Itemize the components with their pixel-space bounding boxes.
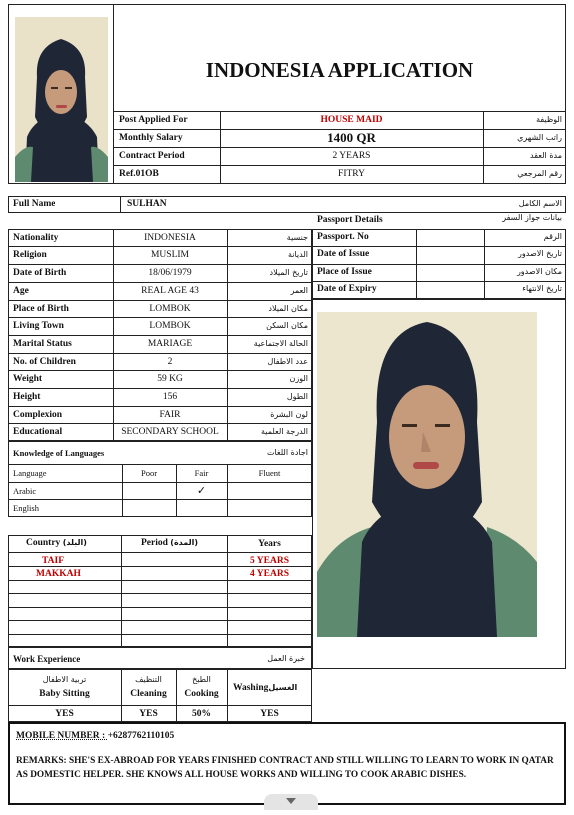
living-town-value: LOMBOK — [149, 321, 191, 331]
nationality-label: Nationality — [13, 233, 59, 243]
date-of-birth-value: 18/06/1979 — [148, 268, 192, 278]
nationality-value: INDONESIA — [144, 233, 196, 243]
date-of-issue-ar: تاريخ الاصدور — [518, 249, 562, 258]
complexion-label: Complexion — [13, 410, 63, 420]
religion-label: Religion — [13, 250, 47, 260]
religion-value: MUSLIM — [150, 250, 189, 260]
chevron-down-icon — [264, 794, 318, 810]
date-of-issue-label: Date of Issue — [317, 249, 370, 259]
skill-value-washing: YES — [260, 709, 279, 719]
educational-value: SECONDARY SCHOOL — [121, 427, 219, 437]
exp-country-1: TAIF — [42, 556, 64, 566]
lang-english: English — [13, 503, 39, 513]
no-of-children-value: 2 — [167, 357, 173, 367]
complexion-ar: لون البشرة — [270, 410, 308, 419]
applicant-photo-small — [15, 17, 108, 182]
height-label: Height — [13, 392, 41, 402]
place-of-birth-value: LOMBOK — [149, 304, 191, 314]
no-of-children-label: No. of Children — [13, 357, 76, 367]
passport-title: Passport Details — [317, 215, 383, 225]
age-value: REAL AGE 43 — [141, 286, 199, 296]
passport-title-ar: بيانات جواز السفر — [502, 213, 562, 222]
place-of-birth-label: Place of Birth — [13, 304, 69, 314]
work-experience-ar: خبرة العمل — [267, 654, 305, 663]
languages-title-ar: اجادة اللغات — [266, 448, 308, 457]
lang-header-language: Language — [13, 468, 47, 478]
work-experience-label: Work Experience — [13, 654, 81, 664]
educational-ar: الدرجة العلمية — [261, 427, 308, 436]
marital-status-value: MARIAGE — [147, 339, 193, 349]
skill-ar-cleaning: التنظيف — [135, 675, 162, 684]
post-applied-value: HOUSE MAID — [320, 115, 383, 125]
skill-value-cooking: 50% — [192, 709, 211, 719]
check-icon: ✓ — [196, 484, 207, 497]
passport-no-label: Passport. No — [317, 232, 369, 242]
ref-label: Ref.01OB — [119, 169, 159, 179]
date-of-birth-label: Date of Birth — [13, 268, 67, 278]
date-of-birth-ar: تاريخ الميلاد — [269, 268, 308, 277]
date-of-expiry-ar: تاريخ الانتهاء — [522, 284, 562, 293]
skill-cooking: Cooking — [184, 689, 219, 699]
skill-ar-babysitting: تربية الاطفال — [42, 675, 87, 684]
full-name-value: SULHAN — [127, 199, 167, 209]
mobile-number-label: MOBILE NUMBER : — [16, 731, 108, 741]
height-value: 156 — [162, 392, 178, 402]
exp-header-period: Period (المدة) — [141, 538, 199, 548]
weight-label: Weight — [13, 374, 43, 384]
exp-years-2: 4 YEARS — [250, 569, 289, 579]
place-of-issue-label: Place of Issue — [317, 267, 372, 277]
monthly-salary-value: 1400 QR — [327, 130, 376, 145]
exp-header-country: Country (البلد) — [26, 538, 87, 548]
height-ar: الطول — [286, 392, 308, 401]
lang-header-fluent: Fluent — [258, 468, 281, 478]
religion-ar: الديانة — [287, 250, 308, 259]
age-ar: العمر — [290, 286, 308, 295]
date-of-expiry-label: Date of Expiry — [317, 284, 377, 294]
post-applied-label: Post Applied For — [119, 115, 188, 125]
mobile-number — [16, 731, 174, 741]
exp-country-2: MAKKAH — [36, 569, 81, 579]
scroll-down-button[interactable] — [264, 794, 318, 810]
ref-value: FITRY — [338, 169, 365, 179]
skill-value-babysitting: YES — [55, 709, 74, 719]
ref-ar: رقم المرجعي — [517, 169, 562, 178]
weight-ar: الوزن — [289, 374, 308, 383]
place-of-issue-ar: مكان الاصدور — [516, 267, 562, 276]
skill-babysitting: Baby Sitting — [39, 689, 90, 699]
skill-value-cleaning: YES — [139, 709, 158, 719]
living-town-ar: مكان السكن — [266, 321, 308, 330]
age-label: Age — [13, 286, 29, 296]
skill-washing: Washingالغسيل — [233, 683, 298, 693]
full-name-label: Full Name — [13, 199, 56, 209]
monthly-salary-ar: راتب الشهري — [517, 133, 562, 142]
lang-arabic: Arabic — [13, 486, 37, 496]
educational-label: Educational — [13, 427, 63, 437]
exp-header-years: Years — [258, 539, 281, 549]
remarks-text: REMARKS: SHE'S EX-ABROAD FOR YEARS FINISHED CONTRACT AND STILL WILLING TO LEARN TO WORK IN QATAR AS DOMESTIC HELPER. SHE KNOWS ALL HOUSE WORKS AND WILLING TO COOK ARABIC DISHES. — [16, 756, 554, 780]
weight-value: 59 KG — [157, 374, 183, 384]
no-of-children-ar: عدد الاطفال — [267, 357, 308, 366]
post-applied-ar: الوظيفة — [536, 115, 562, 124]
lang-header-poor: Poor — [140, 468, 158, 478]
lang-header-fair: Fair — [194, 468, 209, 478]
contract-period-ar: مدة العقد — [530, 151, 562, 160]
passport-no-ar: الرقم — [543, 232, 562, 241]
exp-years-1: 5 YEARS — [250, 556, 289, 566]
skill-ar-cooking: الطبخ — [192, 675, 211, 684]
page-title: INDONESIA APPLICATION — [205, 58, 474, 82]
complexion-value: FAIR — [159, 410, 181, 420]
marital-status-ar: الحالة الاجتماعية — [253, 339, 308, 348]
monthly-salary-label: Monthly Salary — [119, 133, 183, 143]
nationality-ar: جنسية — [286, 233, 308, 242]
place-of-birth-ar: مكان الميلاد — [268, 304, 308, 313]
languages-title: Knowledge of Languages — [13, 448, 105, 458]
marital-status-label: Marital Status — [13, 339, 72, 349]
contract-period-value: 2 YEARS — [332, 151, 371, 161]
contract-period-label: Contract Period — [119, 151, 185, 161]
mobile-number-value: +6287762110105 — [107, 731, 175, 741]
living-town-label: Living Town — [13, 321, 64, 331]
full-name-ar: الاسم الكامل — [518, 199, 562, 208]
skill-cleaning: Cleaning — [130, 689, 167, 699]
applicant-photo-large — [317, 312, 537, 637]
